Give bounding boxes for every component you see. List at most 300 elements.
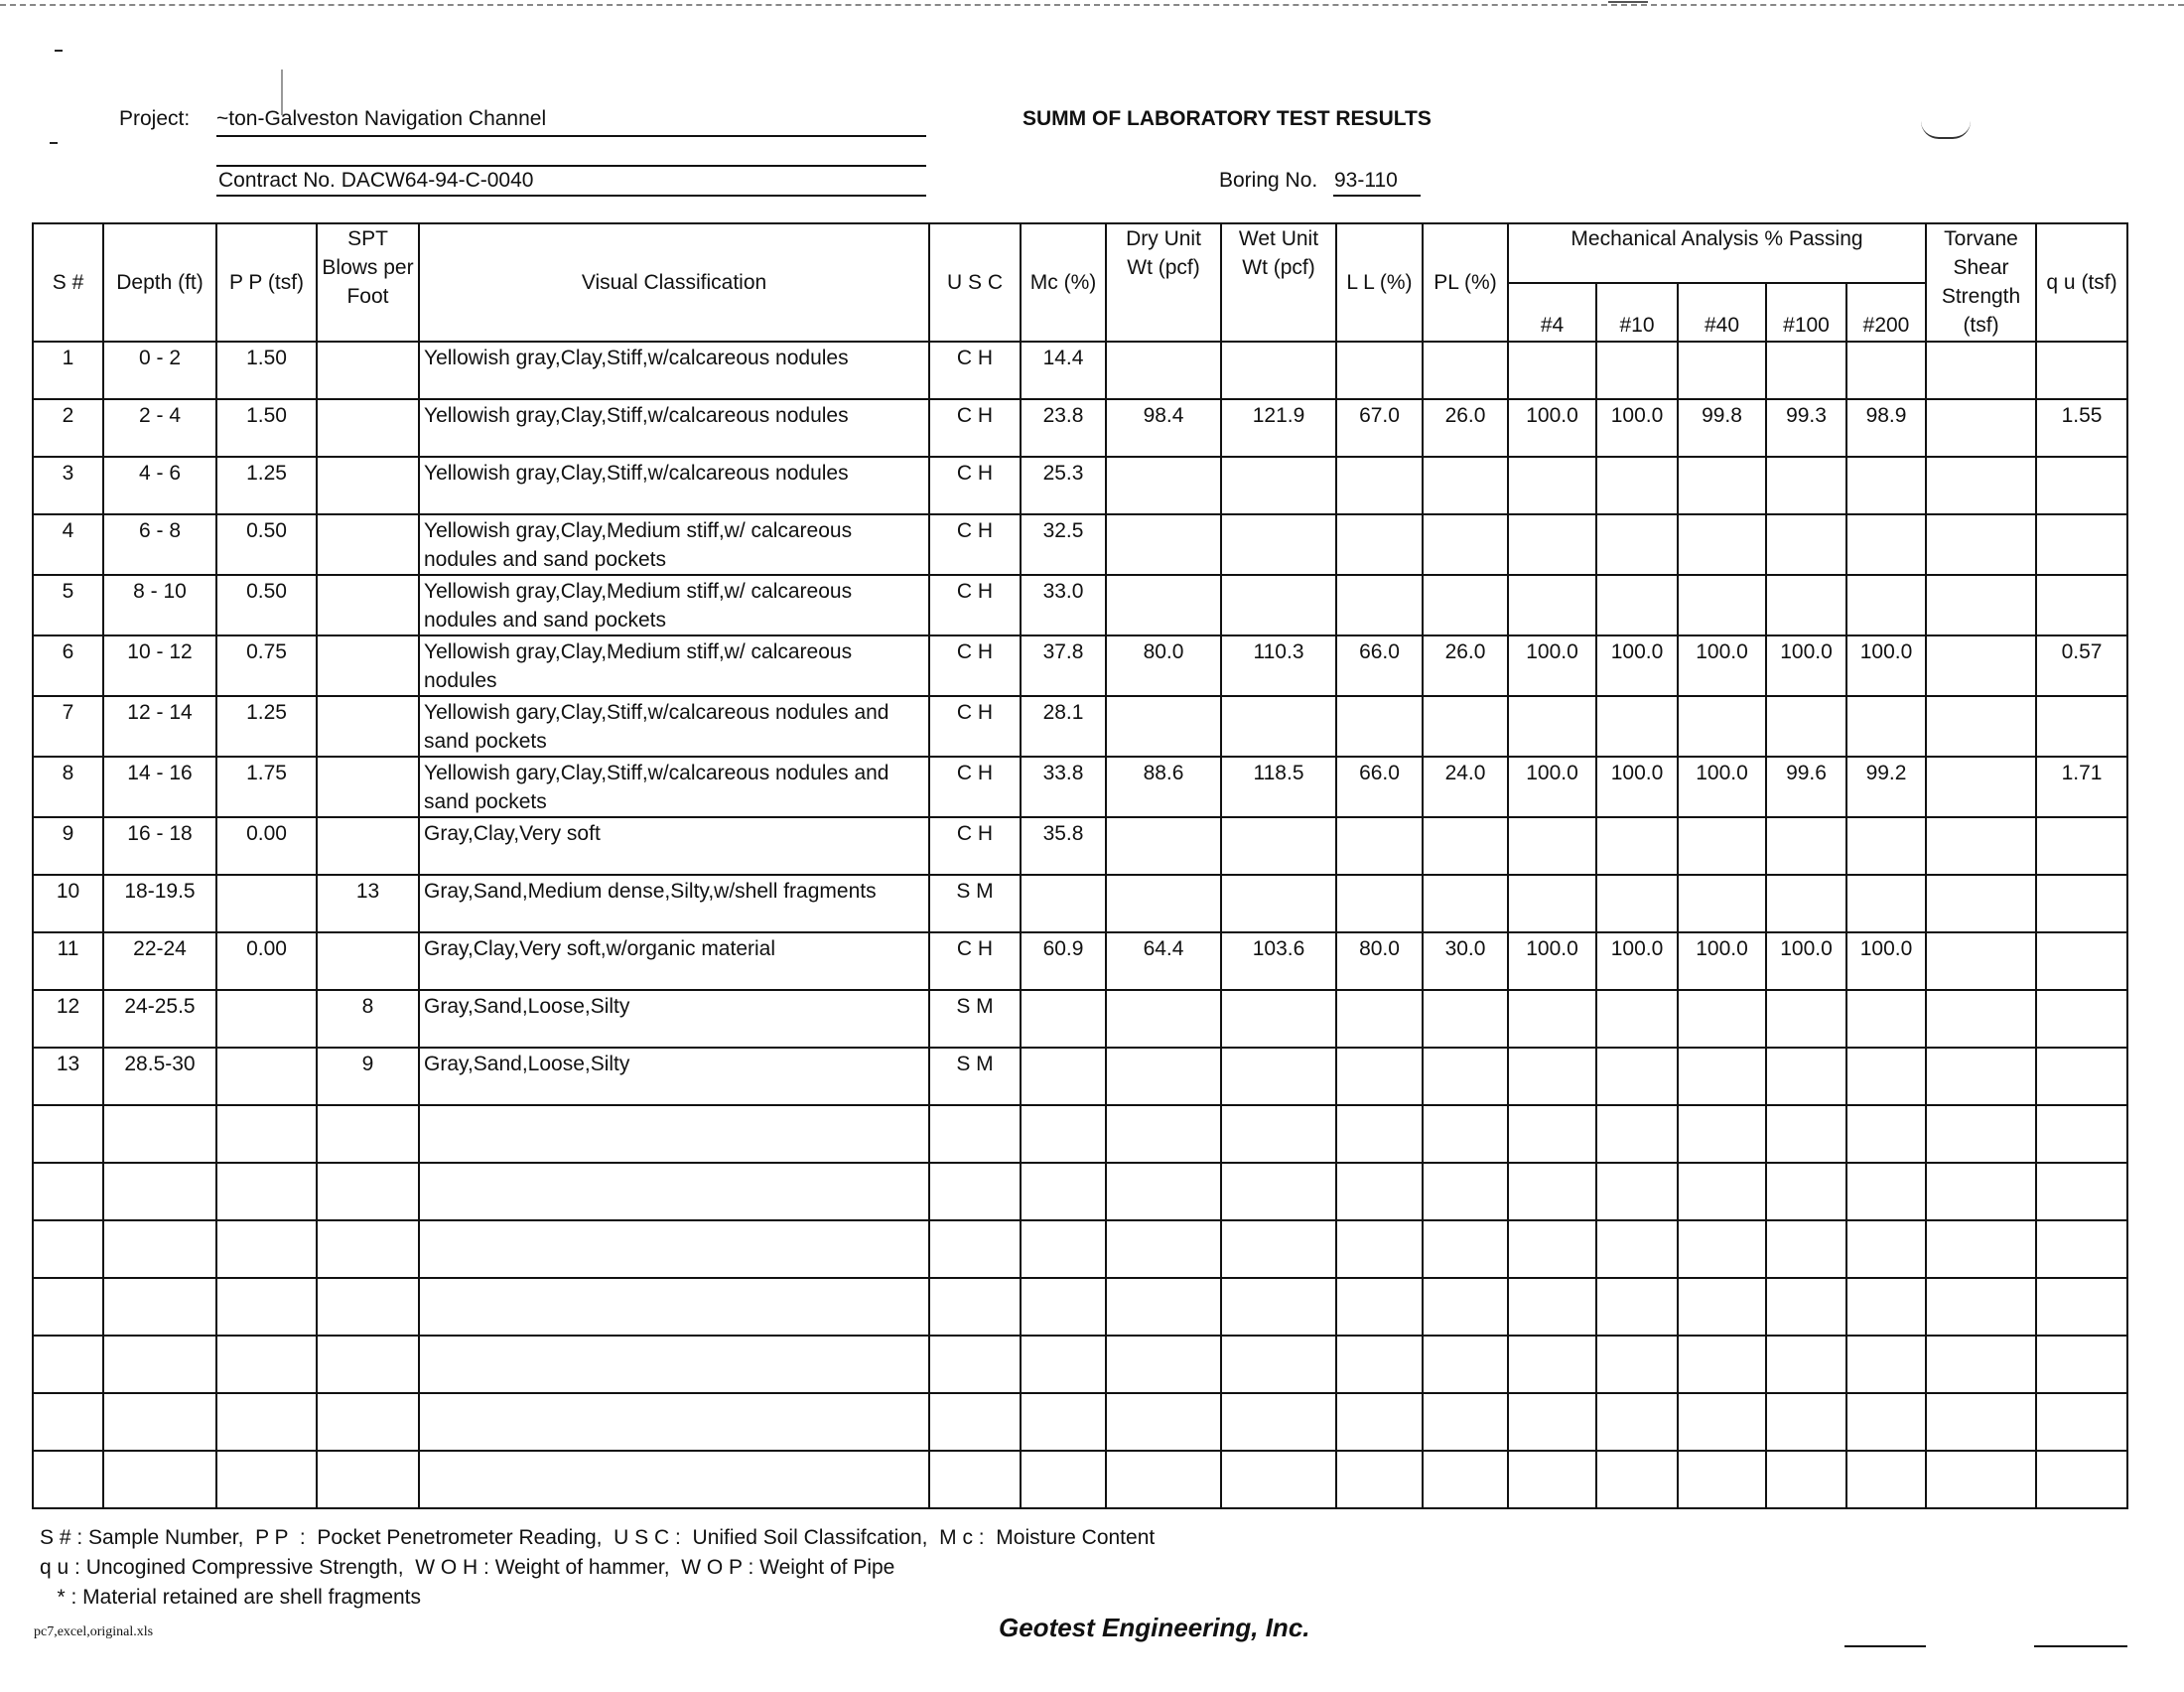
cell-empty — [216, 1451, 317, 1508]
cell-sample: 7 — [33, 696, 103, 757]
cell-visual-classification: Gray,Clay,Very soft — [419, 817, 929, 875]
cell-depth: 2 - 4 — [103, 399, 216, 457]
cell-mc — [1021, 1048, 1106, 1105]
cell-sample: 12 — [33, 990, 103, 1048]
cell-empty — [103, 1451, 216, 1508]
cell-sieve-200 — [1846, 1048, 1926, 1105]
cell-empty — [1106, 1393, 1221, 1451]
cell-empty — [216, 1163, 317, 1220]
cell-torvane — [1926, 757, 2036, 817]
cell-empty — [216, 1105, 317, 1163]
cell-pl: 30.0 — [1423, 932, 1508, 990]
cell-empty — [419, 1393, 929, 1451]
cell-sieve-4 — [1508, 1048, 1596, 1105]
cell-sieve-100 — [1766, 817, 1846, 875]
cell-sieve-200: 100.0 — [1846, 932, 1926, 990]
cell-empty — [1766, 1278, 1846, 1336]
file-name: pc7,excel,original.xls — [34, 1624, 154, 1639]
cell-empty — [317, 1336, 419, 1393]
cell-dry-unit-wt — [1106, 1048, 1221, 1105]
table-row-empty — [33, 1163, 2127, 1220]
table-row — [33, 817, 2127, 875]
cell-empty — [1596, 1220, 1678, 1278]
cell-sieve-100 — [1766, 575, 1846, 635]
cell-sieve-40 — [1678, 875, 1766, 932]
cell-sieve-10: 100.0 — [1596, 635, 1678, 696]
cell-qu — [2036, 1048, 2127, 1105]
cell-sieve-100: 100.0 — [1766, 635, 1846, 696]
cell-usc: C H — [929, 635, 1021, 696]
legend-line: * : Material retained are shell fragments — [40, 1586, 422, 1609]
cell-sieve-100 — [1766, 990, 1846, 1048]
cell-wet-unit-wt: 103.6 — [1221, 932, 1336, 990]
cell-empty — [1336, 1105, 1423, 1163]
cell-pp — [216, 1048, 317, 1105]
cell-mc: 23.8 — [1021, 399, 1106, 457]
cell-empty — [1846, 1451, 1926, 1508]
cell-sieve-200 — [1846, 457, 1926, 514]
cell-spt: 9 — [317, 1048, 419, 1105]
cell-empty — [1926, 1163, 2036, 1220]
cell-torvane — [1926, 342, 2036, 399]
table-row-empty — [33, 1336, 2127, 1393]
cell-torvane — [1926, 399, 2036, 457]
cell-ll: 80.0 — [1336, 932, 1423, 990]
company-name: Geotest Engineering, Inc. — [999, 1613, 1310, 1642]
cell-dry-unit-wt — [1106, 575, 1221, 635]
cell-usc: C H — [929, 514, 1021, 575]
cell-empty — [1221, 1105, 1336, 1163]
cell-empty — [1423, 1220, 1508, 1278]
cell-ll — [1336, 514, 1423, 575]
cell-dry-unit-wt — [1106, 696, 1221, 757]
signature-line — [1844, 1645, 1926, 1647]
cell-depth: 6 - 8 — [103, 514, 216, 575]
cell-empty — [103, 1220, 216, 1278]
cell-empty — [419, 1163, 929, 1220]
cell-depth: 14 - 16 — [103, 757, 216, 817]
cell-sample: 8 — [33, 757, 103, 817]
cell-spt — [317, 342, 419, 399]
col-header-depth: Depth (ft) — [103, 223, 216, 342]
cell-empty — [2036, 1105, 2127, 1163]
cell-sieve-4 — [1508, 342, 1596, 399]
cell-empty — [1846, 1278, 1926, 1336]
cell-sieve-4: 100.0 — [1508, 399, 1596, 457]
cell-sieve-100 — [1766, 875, 1846, 932]
cell-empty — [1221, 1220, 1336, 1278]
cell-depth: 24-25.5 — [103, 990, 216, 1048]
cell-ll: 66.0 — [1336, 635, 1423, 696]
cell-torvane — [1926, 514, 2036, 575]
cell-visual-classification: Yellowish gary,Clay,Stiff,w/calcareous nodules and sand pockets — [419, 696, 929, 757]
cell-sieve-4: 100.0 — [1508, 635, 1596, 696]
cell-sieve-40 — [1678, 342, 1766, 399]
cell-sieve-40: 100.0 — [1678, 635, 1766, 696]
cell-empty — [317, 1451, 419, 1508]
cell-empty — [1596, 1163, 1678, 1220]
cell-empty — [1678, 1163, 1766, 1220]
col-header-sieve-10: #10 — [1596, 283, 1678, 342]
col-header-mc: Mc (%) — [1021, 223, 1106, 342]
cell-empty — [1766, 1220, 1846, 1278]
cell-pl — [1423, 342, 1508, 399]
col-header-mechanical-analysis: Mechanical Analysis % Passing — [1508, 223, 1926, 283]
cell-sieve-200 — [1846, 817, 1926, 875]
cell-sieve-40 — [1678, 514, 1766, 575]
lab-results-table — [32, 222, 2128, 1509]
cell-empty — [33, 1220, 103, 1278]
cell-sieve-200 — [1846, 342, 1926, 399]
cell-empty — [1336, 1393, 1423, 1451]
table-row — [33, 514, 2127, 575]
col-header-sieve-4: #4 — [1508, 283, 1596, 342]
cell-empty — [1221, 1393, 1336, 1451]
cell-sieve-200: 99.2 — [1846, 757, 1926, 817]
cell-pp — [216, 875, 317, 932]
cell-empty — [2036, 1278, 2127, 1336]
cell-pl: 26.0 — [1423, 635, 1508, 696]
cell-empty — [1678, 1220, 1766, 1278]
col-header-qu: q u (tsf) — [2036, 223, 2127, 342]
table-row — [33, 575, 2127, 635]
cell-empty — [1766, 1105, 1846, 1163]
cell-wet-unit-wt — [1221, 817, 1336, 875]
cell-empty — [1508, 1163, 1596, 1220]
cell-empty — [1336, 1336, 1423, 1393]
cell-visual-classification: Yellowish gray,Clay,Stiff,w/calcareous nodules — [419, 457, 929, 514]
cell-sieve-10 — [1596, 875, 1678, 932]
cell-sieve-200: 98.9 — [1846, 399, 1926, 457]
cell-sieve-40 — [1678, 696, 1766, 757]
cell-sieve-4 — [1508, 457, 1596, 514]
cell-empty — [1423, 1163, 1508, 1220]
cell-sieve-40 — [1678, 990, 1766, 1048]
cell-usc: C H — [929, 696, 1021, 757]
cell-dry-unit-wt — [1106, 990, 1221, 1048]
col-header-sieve-40: #40 — [1678, 283, 1766, 342]
cell-empty — [1846, 1105, 1926, 1163]
cell-usc: C H — [929, 932, 1021, 990]
table-row — [33, 875, 2127, 932]
cell-usc: C H — [929, 399, 1021, 457]
cell-empty — [1221, 1278, 1336, 1336]
cell-empty — [216, 1336, 317, 1393]
cell-empty — [2036, 1220, 2127, 1278]
cell-dry-unit-wt: 98.4 — [1106, 399, 1221, 457]
cell-pl — [1423, 457, 1508, 514]
cell-visual-classification: Yellowish gray,Clay,Medium stiff,w/ calcareous nodules and sand pockets — [419, 514, 929, 575]
cell-empty — [216, 1220, 317, 1278]
cell-sieve-40: 100.0 — [1678, 932, 1766, 990]
col-header-pp: P P (tsf) — [216, 223, 317, 342]
cell-dry-unit-wt — [1106, 457, 1221, 514]
cell-empty — [1021, 1220, 1106, 1278]
cell-ll — [1336, 1048, 1423, 1105]
col-header-ll: L L (%) — [1336, 223, 1423, 342]
cell-empty — [1106, 1163, 1221, 1220]
cell-empty — [216, 1278, 317, 1336]
cell-sample: 4 — [33, 514, 103, 575]
cell-torvane — [1926, 817, 2036, 875]
cell-sieve-100 — [1766, 696, 1846, 757]
cell-empty — [1508, 1220, 1596, 1278]
cell-dry-unit-wt — [1106, 875, 1221, 932]
cell-mc: 32.5 — [1021, 514, 1106, 575]
cell-empty — [1926, 1220, 2036, 1278]
cell-sieve-10 — [1596, 817, 1678, 875]
cell-depth: 8 - 10 — [103, 575, 216, 635]
cell-sieve-200 — [1846, 990, 1926, 1048]
cell-empty — [1596, 1451, 1678, 1508]
cell-dry-unit-wt — [1106, 817, 1221, 875]
cell-visual-classification: Gray,Sand,Loose,Silty — [419, 990, 929, 1048]
cell-depth: 0 - 2 — [103, 342, 216, 399]
cell-spt: 13 — [317, 875, 419, 932]
cell-empty — [1021, 1451, 1106, 1508]
cell-mc: 35.8 — [1021, 817, 1106, 875]
cell-empty — [929, 1163, 1021, 1220]
cell-sieve-200 — [1846, 696, 1926, 757]
cell-wet-unit-wt: 118.5 — [1221, 757, 1336, 817]
cell-empty — [103, 1336, 216, 1393]
cell-sieve-10 — [1596, 990, 1678, 1048]
cell-mc — [1021, 990, 1106, 1048]
cell-empty — [1678, 1105, 1766, 1163]
cell-empty — [2036, 1393, 2127, 1451]
cell-empty — [1106, 1105, 1221, 1163]
page-title: SUMM OF LABORATORY TEST RESULTS — [1023, 107, 1432, 130]
cell-empty — [33, 1163, 103, 1220]
cell-empty — [1423, 1278, 1508, 1336]
cell-empty — [1678, 1451, 1766, 1508]
cell-spt — [317, 457, 419, 514]
cell-ll — [1336, 575, 1423, 635]
cell-sieve-40: 99.8 — [1678, 399, 1766, 457]
cell-pp: 0.75 — [216, 635, 317, 696]
cell-ll — [1336, 990, 1423, 1048]
cell-sieve-40: 100.0 — [1678, 757, 1766, 817]
cell-depth: 16 - 18 — [103, 817, 216, 875]
cell-pp: 1.50 — [216, 342, 317, 399]
scan-speck — [55, 50, 63, 52]
cell-sieve-10 — [1596, 342, 1678, 399]
cell-empty — [1423, 1105, 1508, 1163]
cell-empty — [1846, 1220, 1926, 1278]
cell-pl — [1423, 817, 1508, 875]
cell-qu: 1.55 — [2036, 399, 2127, 457]
cell-pl — [1423, 990, 1508, 1048]
cell-empty — [1508, 1451, 1596, 1508]
cell-dry-unit-wt: 80.0 — [1106, 635, 1221, 696]
cell-empty — [1596, 1393, 1678, 1451]
table-row-empty — [33, 1451, 2127, 1508]
cell-sieve-4: 100.0 — [1508, 932, 1596, 990]
table-row — [33, 696, 2127, 757]
cell-empty — [1846, 1163, 1926, 1220]
cell-empty — [1926, 1278, 2036, 1336]
cell-ll — [1336, 817, 1423, 875]
cell-spt — [317, 817, 419, 875]
legend-line: S # : Sample Number, P P : Pocket Penetrometer Reading, U S C : Unified Soil Classifcation, M c : Moisture Content — [40, 1526, 1156, 1549]
cell-empty — [419, 1451, 929, 1508]
cell-sieve-4 — [1508, 696, 1596, 757]
cell-sample: 2 — [33, 399, 103, 457]
cell-sieve-100 — [1766, 514, 1846, 575]
cell-ll — [1336, 696, 1423, 757]
cell-sieve-4: 100.0 — [1508, 757, 1596, 817]
cell-empty — [1423, 1336, 1508, 1393]
cell-empty — [33, 1451, 103, 1508]
cell-sample: 9 — [33, 817, 103, 875]
cell-empty — [1846, 1393, 1926, 1451]
cell-sieve-100: 99.6 — [1766, 757, 1846, 817]
cell-wet-unit-wt — [1221, 457, 1336, 514]
table-row — [33, 399, 2127, 457]
cell-qu — [2036, 875, 2127, 932]
cell-empty — [1106, 1451, 1221, 1508]
cell-mc: 60.9 — [1021, 932, 1106, 990]
cell-qu — [2036, 575, 2127, 635]
table-row — [33, 932, 2127, 990]
col-header-pl: PL (%) — [1423, 223, 1508, 342]
col-header-sieve-200: #200 — [1846, 283, 1926, 342]
cell-spt — [317, 514, 419, 575]
cell-sieve-10: 100.0 — [1596, 932, 1678, 990]
cell-usc: C H — [929, 457, 1021, 514]
cell-ll — [1336, 342, 1423, 399]
scan-border-top — [0, 4, 2184, 6]
cell-sieve-100 — [1766, 342, 1846, 399]
cell-mc: 33.8 — [1021, 757, 1106, 817]
cell-spt — [317, 932, 419, 990]
cell-empty — [1221, 1163, 1336, 1220]
cell-empty — [1766, 1393, 1846, 1451]
cell-torvane — [1926, 696, 2036, 757]
scan-mark — [1921, 121, 1971, 139]
cell-sieve-100 — [1766, 1048, 1846, 1105]
cell-usc: C H — [929, 342, 1021, 399]
cell-empty — [2036, 1336, 2127, 1393]
cell-empty — [1508, 1105, 1596, 1163]
cell-empty — [929, 1278, 1021, 1336]
cell-empty — [1106, 1278, 1221, 1336]
table-row — [33, 342, 2127, 399]
cell-visual-classification: Yellowish gary,Clay,Stiff,w/calcareous nodules and sand pockets — [419, 757, 929, 817]
cell-empty — [929, 1393, 1021, 1451]
cell-empty — [1678, 1393, 1766, 1451]
cell-visual-classification: Yellowish gray,Clay,Stiff,w/calcareous nodules — [419, 342, 929, 399]
cell-torvane — [1926, 457, 2036, 514]
cell-mc: 37.8 — [1021, 635, 1106, 696]
col-header-wet-unit-wt: Wet Unit Wt (pcf) — [1221, 223, 1336, 342]
cell-pl — [1423, 575, 1508, 635]
cell-pp — [216, 990, 317, 1048]
cell-spt — [317, 575, 419, 635]
cell-empty — [317, 1278, 419, 1336]
cell-wet-unit-wt — [1221, 696, 1336, 757]
cell-empty — [1766, 1451, 1846, 1508]
cell-wet-unit-wt — [1221, 1048, 1336, 1105]
cell-dry-unit-wt: 88.6 — [1106, 757, 1221, 817]
cell-visual-classification: Gray,Sand,Loose,Silty — [419, 1048, 929, 1105]
cell-empty — [1926, 1105, 2036, 1163]
scan-mark — [1608, 1, 1648, 3]
cell-empty — [103, 1105, 216, 1163]
cell-torvane — [1926, 1048, 2036, 1105]
cell-sample: 6 — [33, 635, 103, 696]
cell-torvane — [1926, 990, 2036, 1048]
cell-empty — [1423, 1451, 1508, 1508]
cell-pl — [1423, 1048, 1508, 1105]
cell-empty — [1021, 1393, 1106, 1451]
cell-torvane — [1926, 932, 2036, 990]
cell-empty — [1926, 1336, 2036, 1393]
project-underline — [216, 135, 926, 137]
cell-visual-classification: Gray,Clay,Very soft,w/organic material — [419, 932, 929, 990]
cell-empty — [929, 1220, 1021, 1278]
col-header-usc: U S C — [929, 223, 1021, 342]
cell-empty — [1423, 1393, 1508, 1451]
cell-torvane — [1926, 635, 2036, 696]
cell-sieve-40 — [1678, 1048, 1766, 1105]
cell-pp: 1.25 — [216, 457, 317, 514]
cell-depth: 12 - 14 — [103, 696, 216, 757]
cell-empty — [216, 1393, 317, 1451]
cell-empty — [1596, 1105, 1678, 1163]
cell-usc: S M — [929, 1048, 1021, 1105]
cell-sample: 11 — [33, 932, 103, 990]
cell-pp: 1.25 — [216, 696, 317, 757]
cell-sieve-10 — [1596, 1048, 1678, 1105]
cell-empty — [1106, 1336, 1221, 1393]
cell-qu: 1.71 — [2036, 757, 2127, 817]
cell-pp: 1.75 — [216, 757, 317, 817]
cell-qu — [2036, 990, 2127, 1048]
cell-empty — [2036, 1163, 2127, 1220]
cell-empty — [1678, 1278, 1766, 1336]
cell-sieve-4 — [1508, 575, 1596, 635]
cell-empty — [1508, 1393, 1596, 1451]
cell-sample: 5 — [33, 575, 103, 635]
project-label: Project: — [119, 107, 191, 130]
cell-wet-unit-wt — [1221, 342, 1336, 399]
cell-sieve-4 — [1508, 875, 1596, 932]
cell-mc — [1021, 875, 1106, 932]
cell-spt — [317, 635, 419, 696]
cell-ll — [1336, 457, 1423, 514]
col-header-dry-unit-wt: Dry Unit Wt (pcf) — [1106, 223, 1221, 342]
cell-depth: 10 - 12 — [103, 635, 216, 696]
cell-empty — [1508, 1336, 1596, 1393]
table-row — [33, 635, 2127, 696]
cell-usc: C H — [929, 575, 1021, 635]
cell-sieve-10: 100.0 — [1596, 757, 1678, 817]
cell-sieve-10 — [1596, 696, 1678, 757]
table-row-empty — [33, 1105, 2127, 1163]
cell-visual-classification: Yellowish gray,Clay,Stiff,w/calcareous nodules — [419, 399, 929, 457]
cell-wet-unit-wt — [1221, 514, 1336, 575]
cell-empty — [1106, 1220, 1221, 1278]
cell-dry-unit-wt: 64.4 — [1106, 932, 1221, 990]
cell-sieve-200: 100.0 — [1846, 635, 1926, 696]
col-header-sieve-100: #100 — [1766, 283, 1846, 342]
table-body — [33, 342, 2127, 1508]
cell-empty — [33, 1278, 103, 1336]
cell-sieve-100: 100.0 — [1766, 932, 1846, 990]
cell-empty — [419, 1278, 929, 1336]
cell-depth: 4 - 6 — [103, 457, 216, 514]
